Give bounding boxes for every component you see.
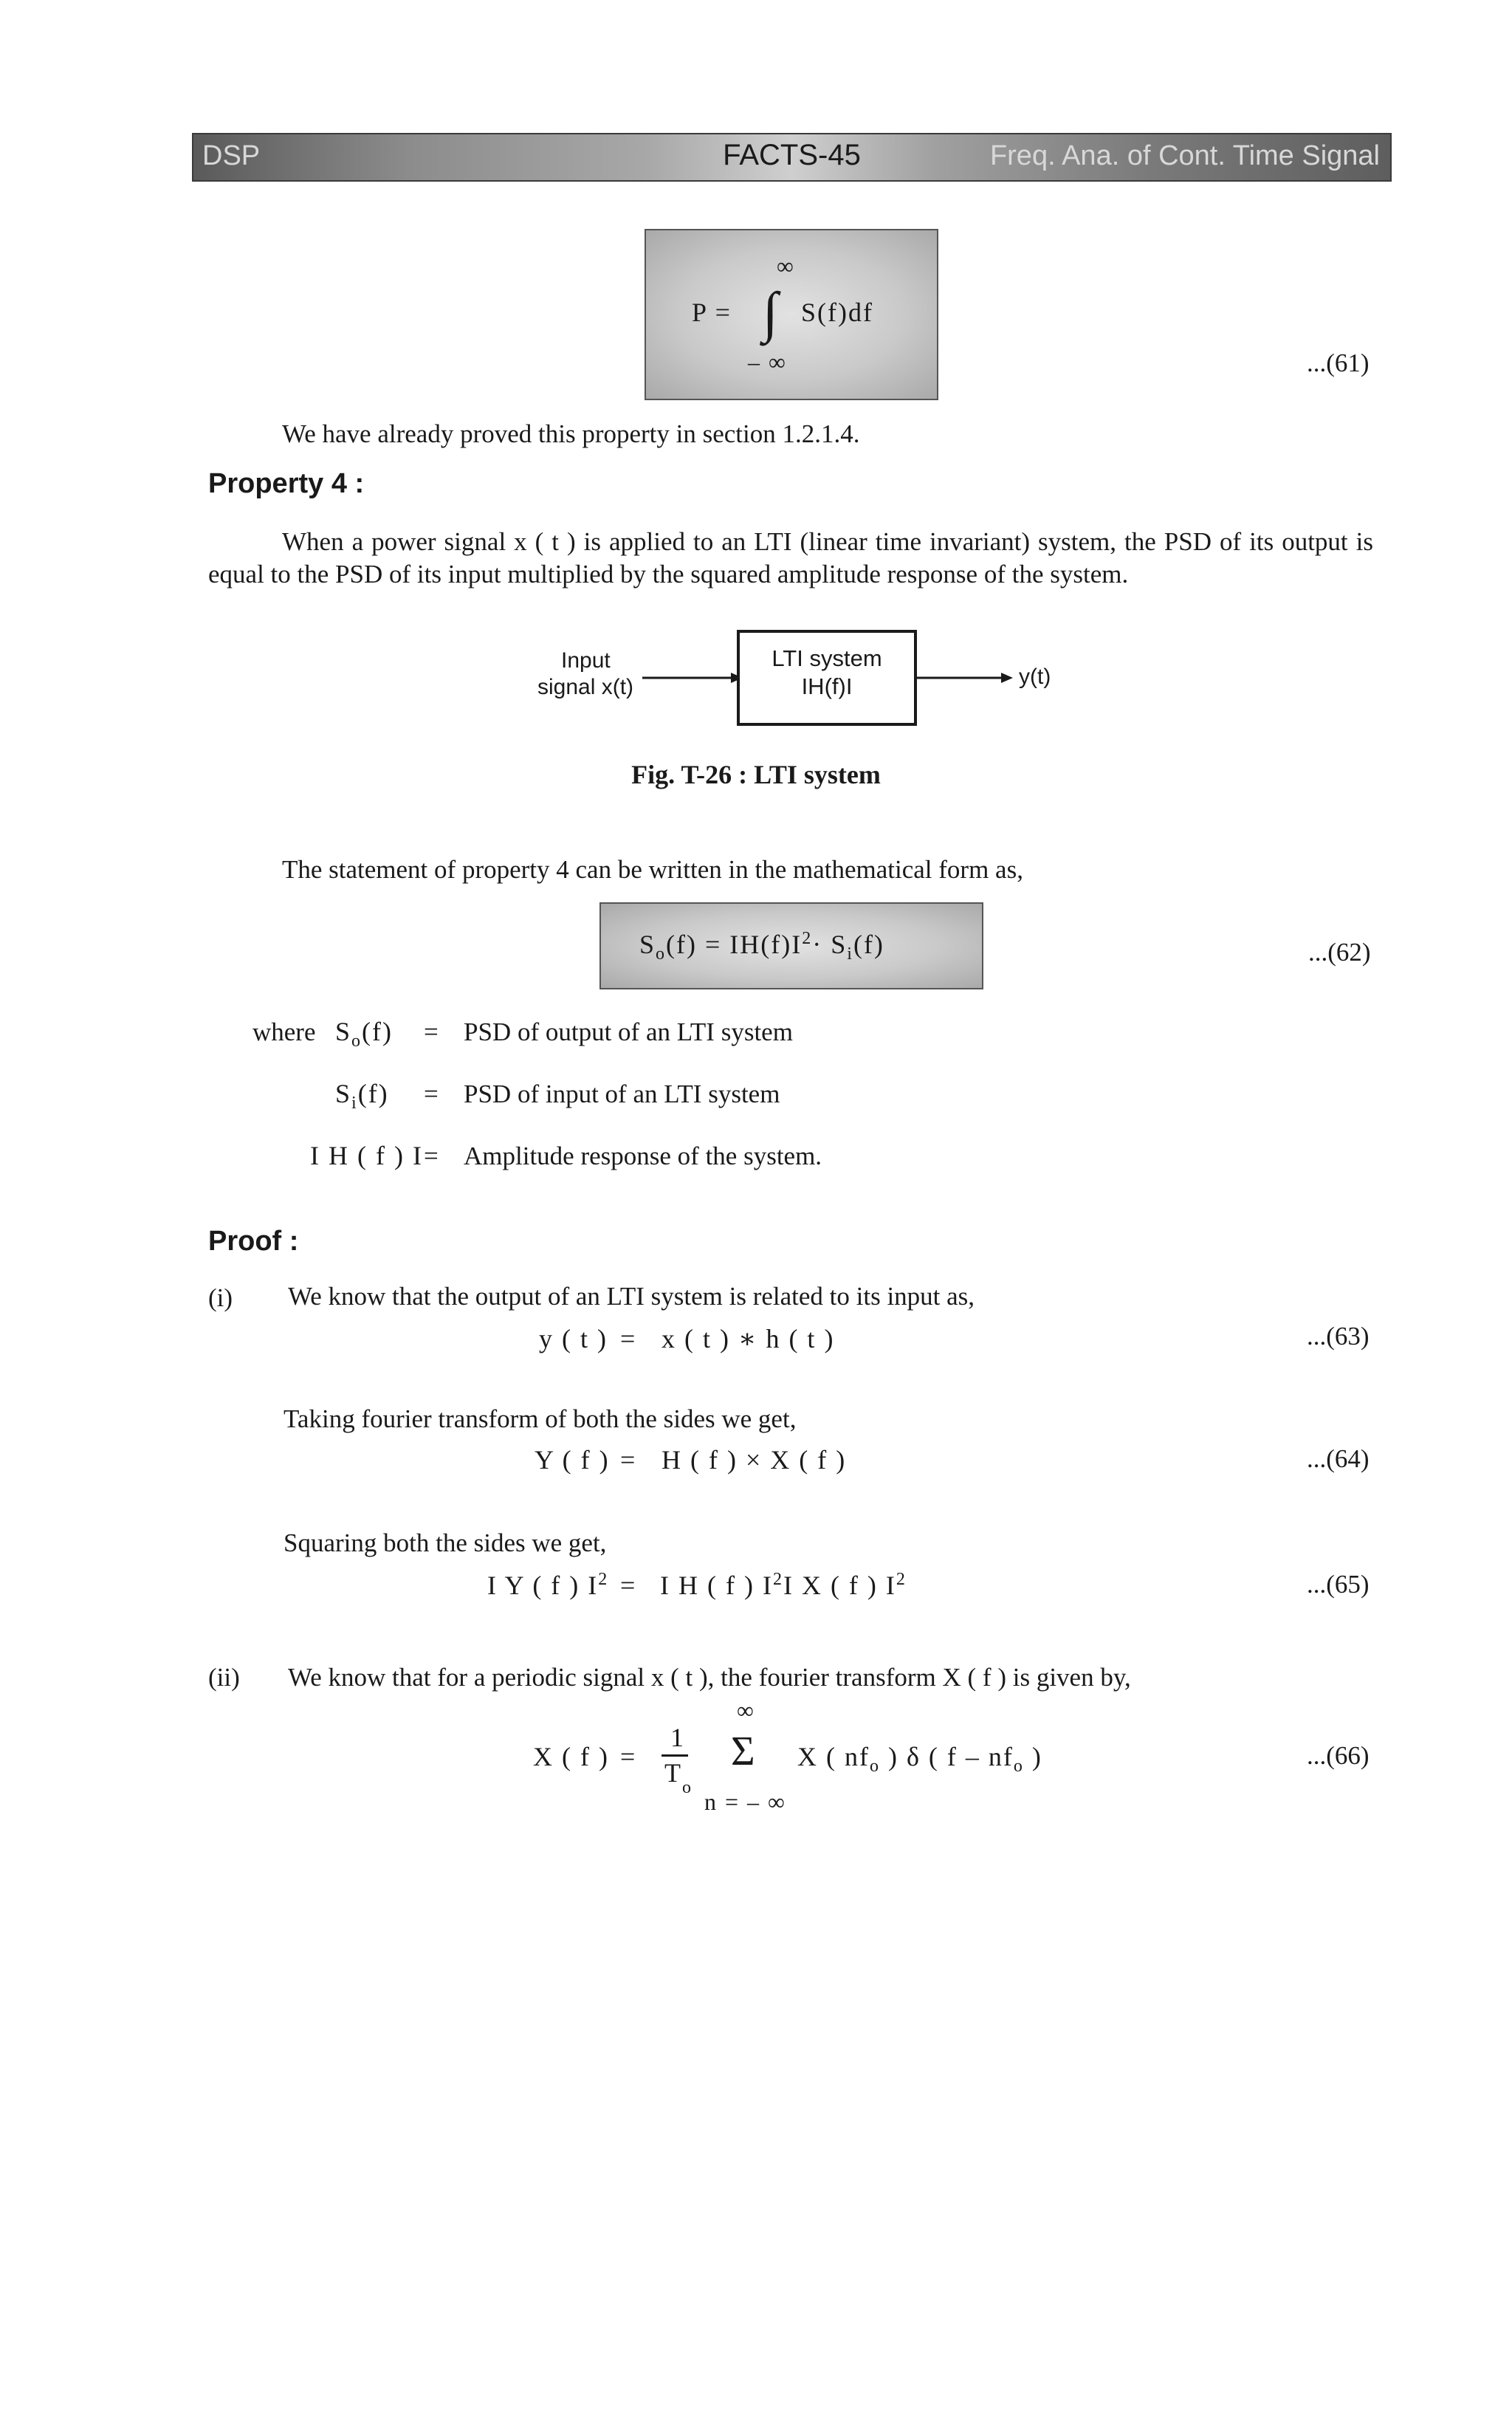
eq64-lhs: Y ( f ) [535, 1445, 610, 1475]
eq66-denominator-sub: o [682, 1778, 691, 1797]
eq66-equals: = [620, 1742, 637, 1771]
page-header-band [192, 133, 1392, 182]
where-row-2-symbol [335, 1078, 389, 1113]
figure-output-label: y(t) [1019, 665, 1051, 689]
proof-ii-text: We know that for a periodic signal x ( t ), the fourier transform X ( f ) is given by, [288, 1663, 1131, 1692]
eq61-lower-limit: – ∞ [748, 349, 787, 375]
where-word: where [252, 1018, 316, 1046]
eq63-equals: = [620, 1324, 637, 1353]
where-row-1-sym: S [335, 1017, 352, 1046]
eq62-si-sub: i [847, 944, 853, 964]
eq62-so-symbol: S [639, 930, 656, 959]
eq62-so-sub: o [656, 944, 667, 964]
eq66-numerator: 1 [670, 1723, 685, 1752]
where-row-1-desc: PSD of output of an LTI system [464, 1018, 793, 1046]
where-row-3-equals: = [424, 1142, 439, 1170]
where-row-3-desc: Amplitude response of the system. [464, 1142, 822, 1170]
where-row-2-desc: PSD of input of an LTI system [464, 1080, 780, 1108]
statement-text: The statement of property 4 can be written in the mathematical form as, [282, 855, 1023, 884]
taking-fourier-text: Taking fourier transform of both the sides we get, [284, 1404, 797, 1433]
eq66-body-sub-1: o [869, 1757, 880, 1777]
figure-box-label-line2: IH(f)I [801, 673, 853, 699]
eq63-rhs: x ( t ) ∗ h ( t ) [662, 1324, 835, 1353]
eq62-number: ...(62) [1308, 938, 1371, 967]
eq65-lhs-square: 2 [598, 1570, 609, 1589]
eq66-body [797, 1741, 1042, 1777]
eq66-fraction-bar [662, 1754, 688, 1757]
eq62-middle: (f) = IH(f)I [666, 930, 803, 959]
eq65-rhs-h: I H ( f ) I [660, 1571, 773, 1600]
where-row-2-sub: i [351, 1094, 358, 1113]
eq63-lhs: y ( t ) [539, 1324, 608, 1353]
eq66-body-3: ) [1031, 1742, 1042, 1771]
eq66 [517, 1691, 1042, 1824]
eq61-number: ...(61) [1307, 349, 1370, 377]
eq64-equals: = [620, 1445, 637, 1475]
property-4-text: When a power signal x ( t ) is applied to an LTI (linear time invariant) system, the PSD of its output is equal to the PSD of its input multiplied by the squared amplitude response of the system. [208, 527, 1373, 588]
where-row-1-symbol [335, 1016, 393, 1051]
eq61-rhs: S(f)df [801, 298, 873, 327]
header-page-number: FACTS-45 [723, 139, 861, 171]
eq65-number: ...(65) [1307, 1570, 1370, 1599]
figure-input-label-line1: Input [561, 648, 611, 673]
eq63-number: ...(63) [1307, 1322, 1370, 1351]
eq65-equals: = [620, 1571, 637, 1600]
eq65-lhs-group [487, 1570, 608, 1601]
eq66-body-sub-2: o [1013, 1757, 1024, 1777]
where-row-2-equals: = [424, 1080, 439, 1108]
eq61-upper-limit: ∞ [777, 253, 795, 279]
figure-box-label-line1: LTI system [772, 645, 882, 671]
eq66-body-1: X ( nf [797, 1742, 870, 1771]
figure-caption: Fig. T-26 : LTI system [631, 760, 881, 789]
proof-i-text: We know that the output of an LTI system is related to its input as, [288, 1282, 975, 1311]
eq62-si-symbol: S [831, 930, 848, 959]
proof-heading: Proof : [208, 1226, 299, 1257]
eq62-dot: · [812, 930, 823, 959]
output-arrow-head [1001, 673, 1013, 683]
eq64-number: ...(64) [1307, 1444, 1370, 1473]
eq66-sum-upper: ∞ [737, 1697, 754, 1723]
lti-system-figure [509, 620, 1100, 738]
eq66-body-2: ) δ ( f – nf [887, 1742, 1014, 1771]
eq65-rhs-group [660, 1570, 907, 1601]
where-row-3-symbol: I H ( f ) I [310, 1141, 423, 1170]
header-left-label: DSP [202, 140, 261, 171]
where-row-1-sub: o [351, 1032, 362, 1051]
eq66-denominator: T [664, 1758, 682, 1788]
eq66-sigma: Σ [731, 1729, 755, 1774]
proof-i-label: (i) [208, 1283, 233, 1312]
header-chapter-title: Freq. Ana. of Cont. Time Signal [989, 140, 1380, 171]
eq62-end: (f) [853, 930, 884, 959]
paragraph-already-proved: We have already proved this property in section 1.2.1.4. [282, 419, 860, 448]
property-4-heading: Property 4 : [208, 468, 365, 499]
proof-ii-label: (ii) [208, 1663, 240, 1692]
eq65-lhs: I Y ( f ) I [487, 1571, 599, 1600]
where-row-1-arg: (f) [362, 1017, 393, 1046]
eq62-formula [639, 929, 884, 964]
eq65-rhs-x-square: 2 [896, 1570, 907, 1589]
eq66-number: ...(66) [1307, 1741, 1370, 1770]
eq62-box [599, 902, 983, 989]
eq66-sum-lower: n = – ∞ [704, 1788, 786, 1815]
eq66-lhs: X ( f ) [533, 1742, 609, 1771]
eq65-rhs-x: I X ( f ) I [783, 1571, 896, 1600]
squaring-text: Squaring both the sides we get, [284, 1528, 607, 1557]
figure-input-label-line2: signal x(t) [537, 675, 634, 699]
where-row-2-sym: S [335, 1079, 352, 1108]
eq61-lhs: P = [692, 298, 732, 327]
eq61-integral-sign: ∫ [763, 281, 778, 343]
where-row-2-arg: (f) [357, 1079, 389, 1108]
where-row-1-equals: = [424, 1018, 439, 1046]
eq65-rhs-h-square: 2 [772, 1570, 783, 1589]
eq61-box [645, 229, 938, 400]
eq62-square: 2 [802, 929, 813, 948]
eq64-rhs: H ( f ) × X ( f ) [662, 1445, 847, 1475]
